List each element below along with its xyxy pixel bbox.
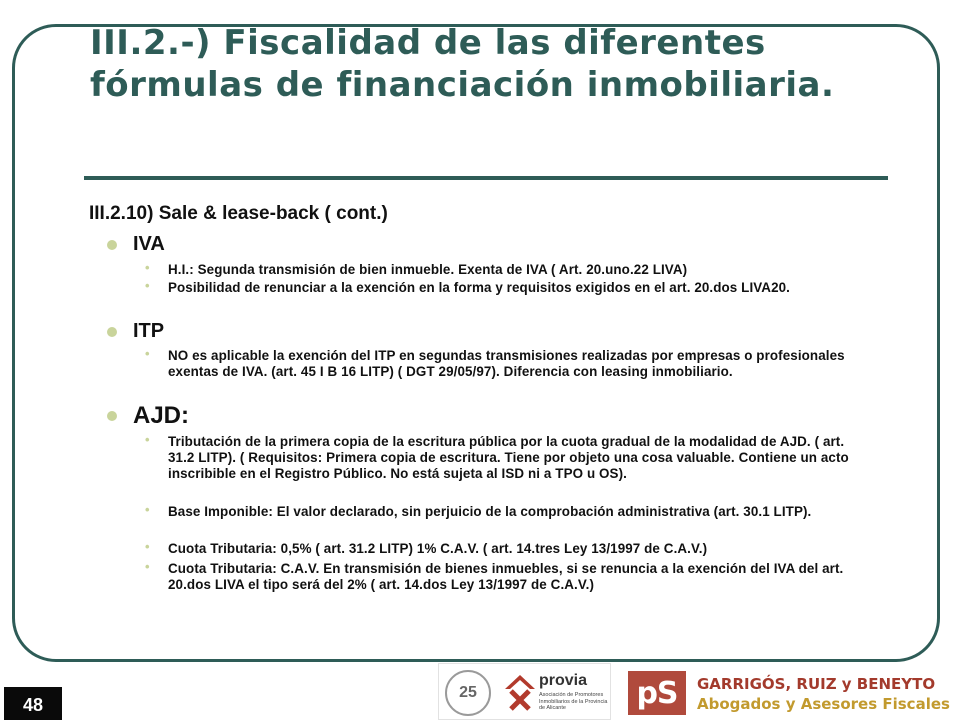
provia-subtitle: Asociación de Promotores Inmobiliarios de la Provincia de Alicante — [539, 692, 608, 711]
bullet-icon — [107, 240, 117, 250]
list-item: • H.I.: Segunda transmisión de bien inmueble. Exenta de IVA ( Art. 20.uno.22 LIVA) — [145, 260, 688, 277]
firm-name: GARRIGÓS, RUIZ y BENEYTO — [697, 675, 936, 693]
provia-name: provia — [539, 672, 588, 689]
list-item: • Posibilidad de renunciar a la exención en la forma y requisitos exigidos en el art. 20.dos LIVA20. — [145, 278, 790, 295]
list-item: • Cuota Tributaria: C.A.V. En transmisión de bienes inmuebles, si se renuncia a la exención del IVA del art. 20.dos LIVA el tipo será del 2% ( art. 14.dos Ley 13/1997 de C.A.V.) — [145, 559, 844, 592]
list-item: • Tributación de la primera copia de la escritura pública por la cuota gradual de la modalidad de AJD. ( art. 31.2 LITP). ( Requisitos: Primera copia de escritura. Tiene por objeto una cosa valuable. Contiene un acto inscribible en el Registro Público. No está sujeta al ISD ni a TPO u OS). — [145, 432, 849, 481]
bullet-icon: • — [145, 346, 150, 361]
bullet-icon: • — [145, 559, 150, 574]
firm-tagline: Abogados y Asesores Fiscales — [697, 695, 950, 713]
partner-logos — [438, 663, 611, 720]
section-subtitle: III.2.10) Sale & lease-back ( cont.) — [89, 203, 388, 224]
bullet-icon: • — [145, 539, 150, 554]
page-number: 48 — [4, 687, 62, 720]
anniversary-seal-logo: 25 — [445, 670, 491, 716]
bullet-icon — [107, 411, 117, 421]
firm-logo: pS — [628, 671, 686, 715]
bullet-icon: • — [145, 278, 150, 293]
bullet-icon: • — [145, 260, 150, 275]
title-line-1: III.2.-) Fiscalidad de las diferentes — [90, 23, 766, 63]
title-divider — [84, 176, 888, 180]
list-item: • Cuota Tributaria: 0,5% ( art. 31.2 LITP) 1% C.A.V. ( art. 14.tres Ley 13/1997 de C.A.V.) — [145, 539, 708, 556]
bullet-icon: • — [145, 502, 150, 517]
section-heading-itp: ITP — [107, 320, 164, 343]
bullet-icon: • — [145, 432, 150, 447]
section-heading-ajd: AJD: — [107, 402, 189, 430]
title-line-2: fórmulas de financiación inmobiliaria. — [90, 65, 835, 105]
provia-logo-icon — [503, 673, 537, 711]
list-item: • NO es aplicable la exención del ITP en segundas transmisiones realizadas por empresas o profesionales exentas de IVA. (art. 45 I B 16 LITP) ( DGT 29/05/97). Diferencia con leasing inmobiliario. — [145, 346, 845, 379]
bullet-icon — [107, 327, 117, 337]
section-heading-iva: IVA — [107, 233, 165, 256]
slide-title — [90, 22, 930, 106]
list-item: • Base Imponible: El valor declarado, sin perjuicio de la comprobación administrativa (art. 30.1 LITP). — [145, 502, 812, 519]
